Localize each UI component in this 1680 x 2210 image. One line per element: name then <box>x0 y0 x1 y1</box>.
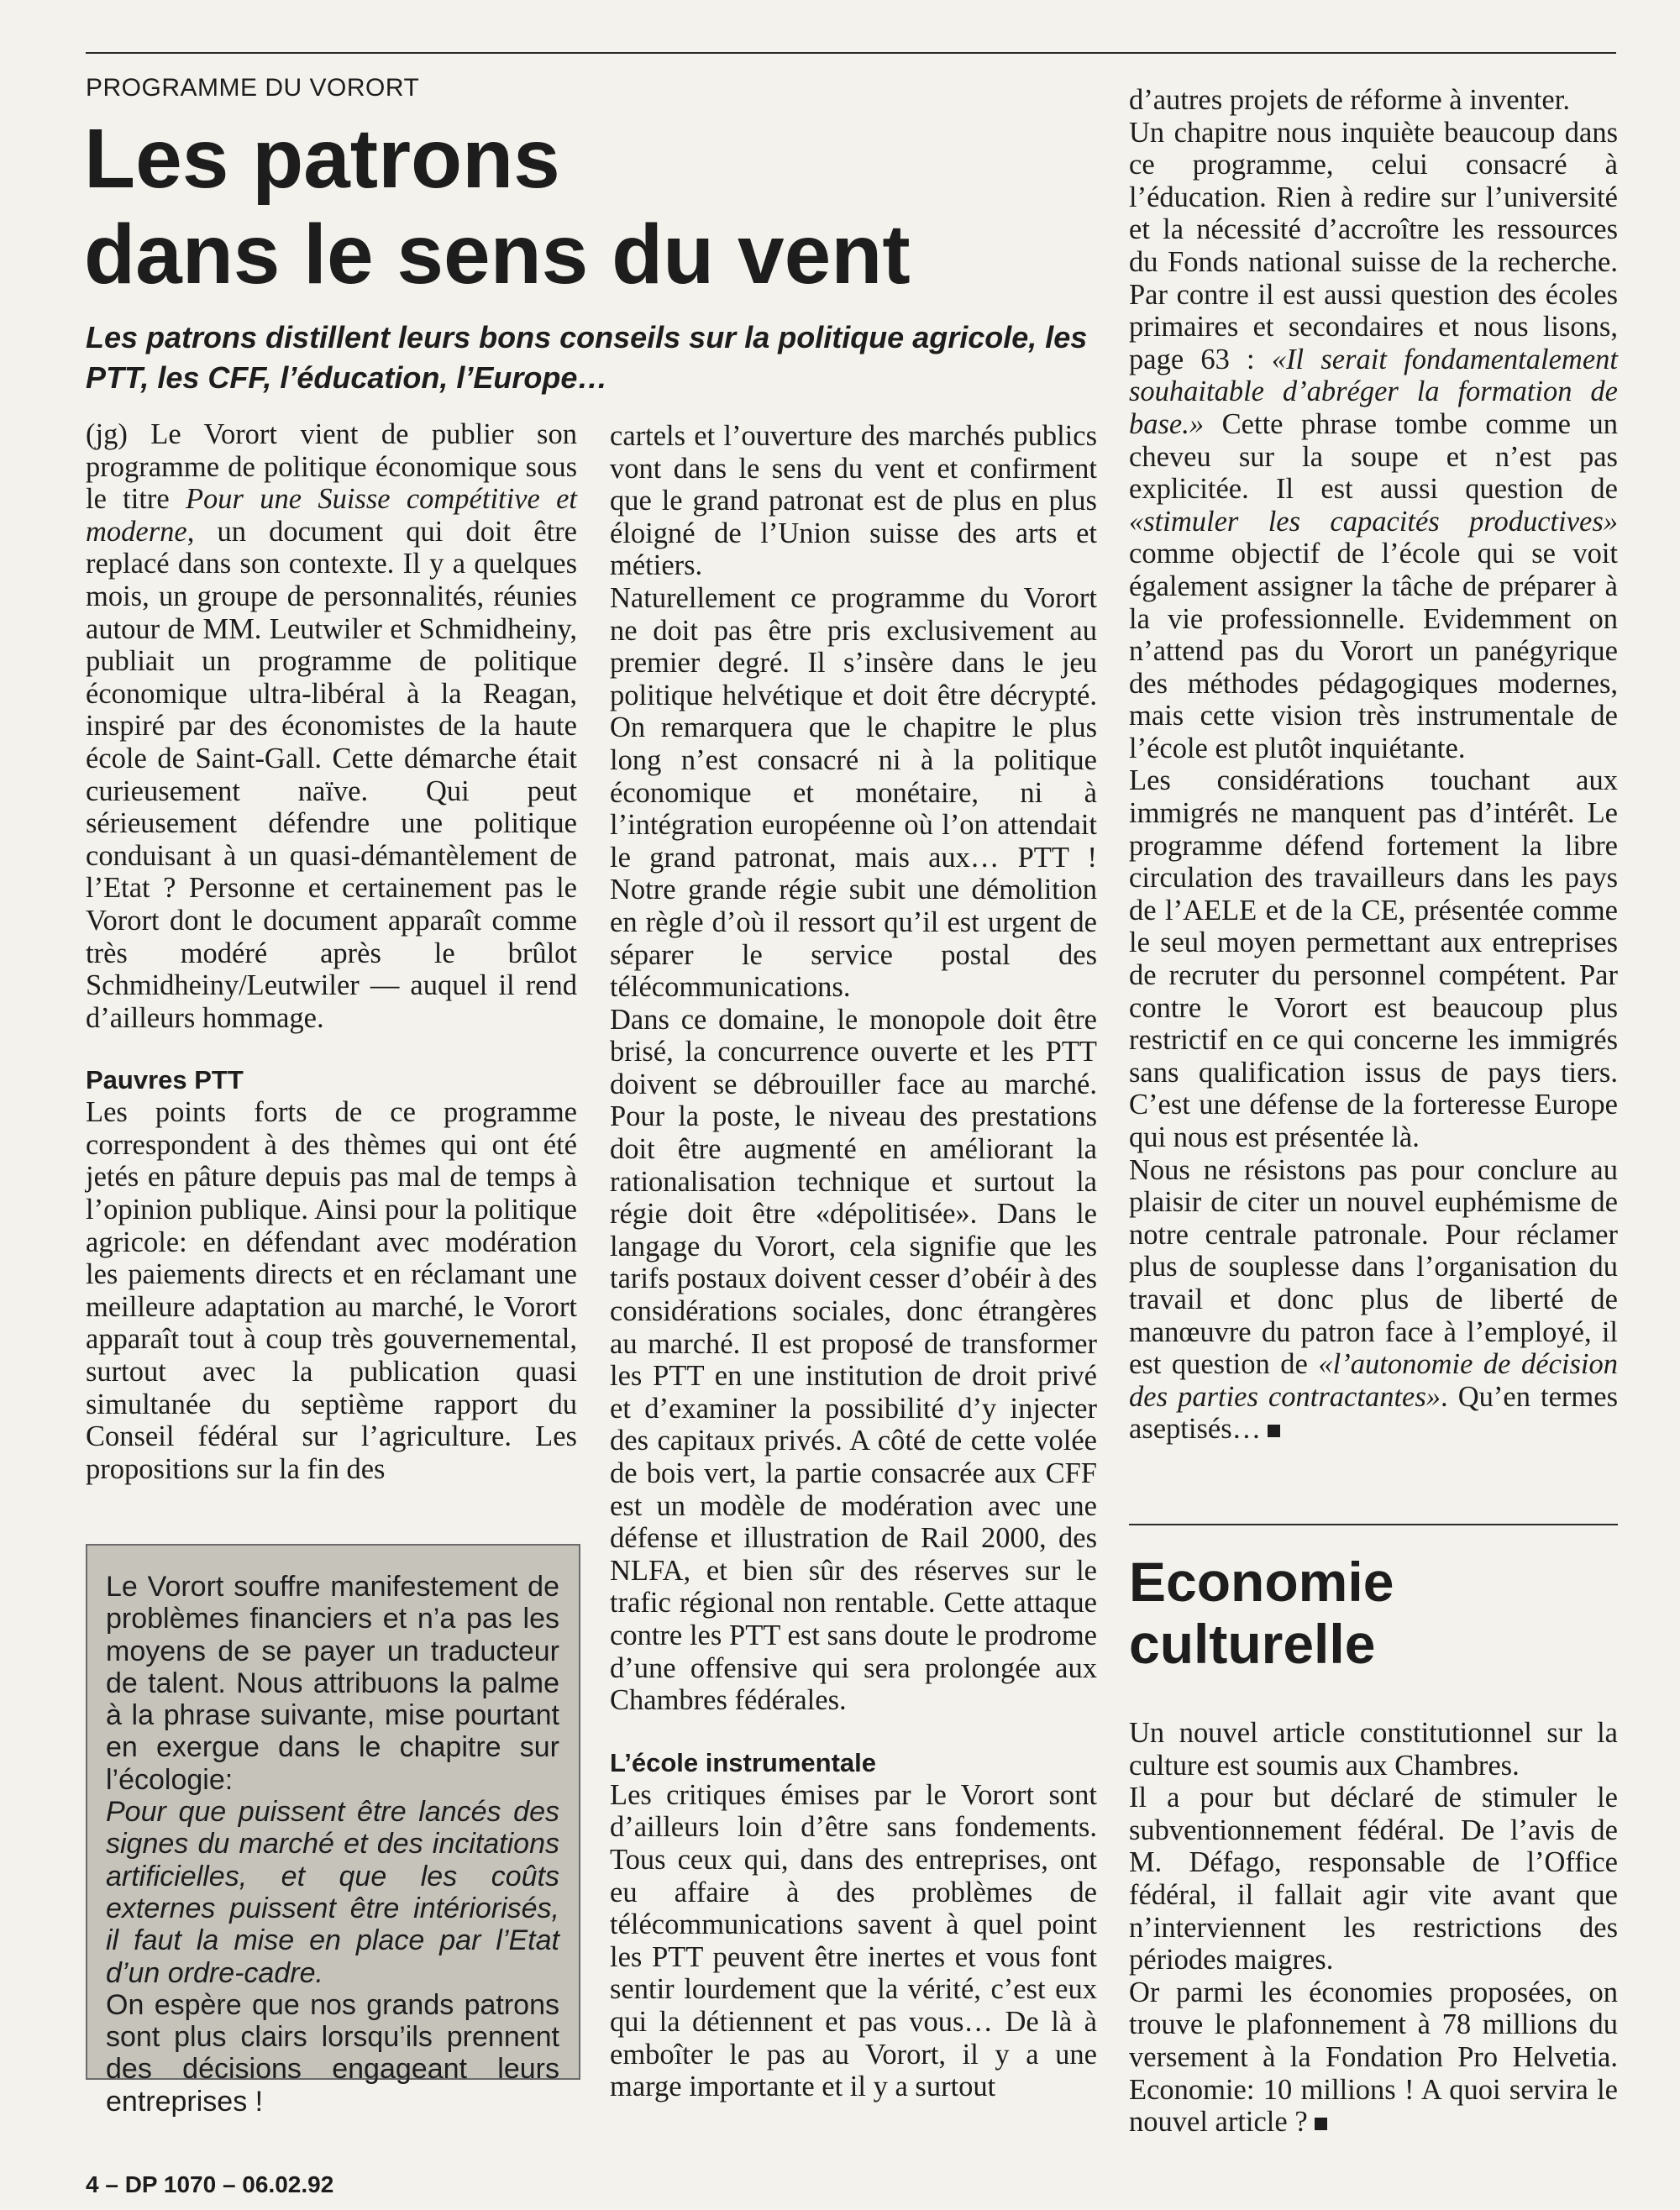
paragraph-6: Un chapitre nous inquiète beaucoup dans ce programme, celui consacré à l’éducation. Rien à redire sur l’université et la nécessité d’accroître les ressources du Fonds national suisse de la recherche. Par contre il est aussi question des écoles primaires et secondaires et nous lisons, page 63 : «Il serait fondamentalement souhaitable d’abréger la formation de base.» Cette phrase tombe comme un cheveu sur la soupe et n’est pas explicitée. Il est aussi question de «stimuler les capacités productives» comme objectif de l’école qui se voit également assigner la tâche de préparer à la vie professionnelle. Evidemment on n’attend pas du Vorort un panégyrique des méthodes pédagogiques modernes, mais cette vision très instrumentale de l’école est plutôt inquiétante. <box>1129 116 1618 764</box>
subheading-ecole: L’école instrumentale <box>610 1747 876 1777</box>
side-article-body <box>1129 1717 1618 2139</box>
page-folio: 4 – DP 1070 – 06.02.92 <box>86 2171 334 2197</box>
box-paragraph-2: On espère que nos grands patrons sont plus clairs lorsqu’ils prennent des décisions engageant leurs entreprises ! <box>106 1988 559 2118</box>
paragraph-4: Dans ce domaine, le monopole doit être brisé, la concurrence ouverte et les PTT doivent se débrouiller face au marché. Pour la poste, le niveau des prestations doit être augmenté en améliorant la rationalisation technique et surtout la régie doit être «dépolitisée». Dans le langage du Vorort, cela signifie que les tarifs postaux doivent cesser d’obéir à des considérations sociales, donc étrangères au marché. Il est proposé de transformer les PTT en une institution de droit privé et d’examiner la possibilité d’y injecter des capitaux privés. A côté de cette volée de bois vert, la partie consacrée aux CFF est un modèle de modération avec une défense et illustration de Rail 2000, des NLFA, et bien sûr des réserves sur le trafic régional non rentable. Cette attaque contre les PTT est sans doute le prodrome d’une offensive qui sera prolongée aux Chambres fédérales. <box>610 1003 1097 1717</box>
column-1 <box>86 418 577 1485</box>
side-paragraph-2: Il a pour but déclaré de stimuler le subventionnement fédéral. De l’avis de M. Défago, responsable de l’Office fédéral, il fallait agir vite avant que n’interviennent les restrictions des périodes maigres. <box>1129 1782 1618 1976</box>
end-mark-icon <box>1268 1425 1280 1437</box>
column-3 <box>1129 84 1618 1446</box>
headline-line-2: dans le sens du vent <box>84 207 911 302</box>
document-title: Pour une Suisse compétitive et moderne <box>86 483 577 548</box>
top-rule <box>86 52 1616 54</box>
lead-paragraph: Les patrons distillent leurs bons conseils sur la politique agricole, les PTT, les CFF, l’éducation, l’Europe… <box>86 320 1088 395</box>
headline <box>84 111 1092 302</box>
paragraph-7: Les considérations touchant aux immigrés ne manquent pas d’intérêt. Le programme défend fortement la libre circulation des travailleurs dans les pays de l’AELE et de la CE, présentée comme le seul moyen permettant aux entreprises de recruter du personnel compétent. Par contre le Vorort est beaucoup plus restrictif en ce qui concerne les immigrés sans qualification issus de pays tiers. C’est une défense de la forteresse Europe qui nous est présentée là. <box>1129 764 1618 1153</box>
quote-formation: «Il serait fondamentalement souhaitable d’abréger la formation de base.» <box>1129 343 1618 440</box>
side-title-line-2: culturelle <box>1129 1613 1376 1675</box>
paragraph-1: (jg) Le Vorort vient de publier son programme de politique économique sous le titre Pour une Suisse compétitive et moderne, un document qui doit être replacé dans son contexte. Il y a quelques mois, un groupe de personnalités, réunies autour de MM. Leutwiler et Schmidheiny, publiait un programme de politique économique ultra-libéral à la Reagan, inspiré par des économistes de la haute école de Saint-Gall. Cette démarche était curieusement naïve. Qui peut sérieusement défendre une politique conduisant à un quasi-démantèlement de l’Etat ? Personne et certainement pas le Vorort dont le document apparaît comme très modéré après le brûlot Schmidheiny/Leutwiler — auquel il rend d’ailleurs hommage. <box>86 418 577 1034</box>
box-quote: Pour que puissent être lancés des signes du marché et des incitations artificielles, et que les coûts externes puissent être intériorisés, il faut la mise en place par l’Etat d’un ordre-cadre. <box>106 1796 559 1989</box>
quote-capacites: «stimuler les capacités productives» <box>1129 505 1618 538</box>
end-mark-icon <box>1315 2118 1327 2130</box>
sidebar-box-text <box>106 1571 559 2118</box>
subheading-pauvres-ptt: Pauvres PTT <box>86 1065 244 1095</box>
paragraph-8: Nous ne résistons pas pour conclure au plaisir de citer un nouvel euphémisme de notre centrale patronale. Pour réclamer plus de souplesse dans l’organisation du travail et donc plus de liberté de manœuvre du patron face à l’employé, il est question de «l’autonomie de décision des parties contractantes». Qu’en termes aseptisés… <box>1129 1153 1619 1446</box>
paragraph-3: Naturellement ce programme du Vorort ne doit pas être pris exclusivement au premier degré. Il s’insère dans le jeu politique helvétique et doit être décrypté. On remarquera que le chapitre le plus long n’est consacré ni à la politique économique et monétaire, ni à l’intégration européenne où l’on attendait le grand patronat, mais aux… PTT ! Notre grande régie subit une démolition en règle d’où il ressort qu’il est urgent de séparer le service postal des télécommunications. <box>610 581 1097 1004</box>
paragraph-2: Les points forts de ce programme correspondent à des thèmes qui ont été jetés en pâture depuis pas mal de temps à l’opinion publique. Ainsi pour la politique agricole: en défendant avec modération les paiements directs et en réclamant une meilleure adaptation au marché, le Vorort apparaît tout à coup très gouvernemental, surtout avec la publication quasi simultanée du septième rapport du Conseil fédéral sur l’agriculture. Les propositions sur la fin des <box>86 1096 577 1485</box>
paragraph-5-continued: d’autres projets de réforme à inventer. <box>1129 84 1570 116</box>
side-article-rule <box>1129 1524 1618 1525</box>
headline-line-1: Les patrons <box>84 112 560 206</box>
quote-autonomie: «l’autonomie de décision des parties contractantes» <box>1129 1348 1619 1413</box>
paragraph-2-continued: cartels et l’ouverture des marchés publics vont dans le sens du vent et confirment que le grand patronat est de plus en plus éloigné de l’Union suisse des arts et métiers. <box>610 420 1097 582</box>
kicker: PROGRAMME DU VORORT <box>86 74 420 102</box>
side-title-line-1: Economie <box>1129 1551 1394 1613</box>
paragraph-5: Les critiques émises par le Vorort sont d’ailleurs loin d’être sans fondements. Tous ceux qui, dans des entreprises, ont eu affaire à des problèmes de télécommunications savent à quel point les PTT peuvent être inertes et vous font sentir lourdement que la vérité, c’est eux qui la détiennent et pas vous… De là à emboîter le pas au Vorort, il y a une marge importante et il y a surtout <box>610 1778 1097 2103</box>
box-paragraph-1: Le Vorort souffre manifestement de problèmes financiers et n’a pas les moyens de se payer un traducteur de talent. Nous attribuons la palme à la phrase suivante, mise pourtant en exergue dans le chapitre sur l’écologie: <box>106 1571 559 1796</box>
side-article-title <box>1129 1551 1616 1675</box>
side-paragraph-1: Un nouvel article constitutionnel sur la culture est soumis aux Chambres. <box>1129 1717 1618 1782</box>
side-paragraph-3: Or parmi les économies proposées, on trouve le plafonnement à 78 millions du versement à la Fondation Pro Helvetia. Economie: 10 millions ! A quoi servira le nouvel article ? <box>1129 1976 1618 2139</box>
column-2 <box>610 420 1097 2103</box>
